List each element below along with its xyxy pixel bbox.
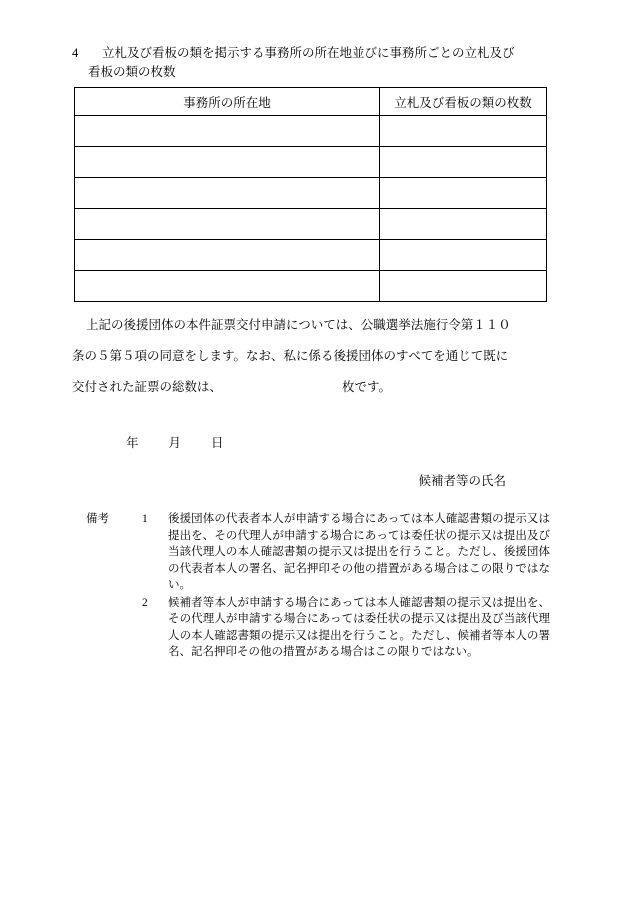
- notes-row: [86, 511, 550, 662]
- table-cell-count[interactable]: [380, 209, 547, 240]
- note-item: [142, 595, 550, 661]
- table-cell-location[interactable]: [75, 271, 380, 302]
- table-cell-count[interactable]: [380, 271, 547, 302]
- table-row: [75, 116, 547, 147]
- section-heading: [72, 44, 550, 82]
- consent-line-3-suffix: 枚です。: [342, 380, 392, 394]
- note-number: 1: [142, 513, 148, 525]
- notes-items: [142, 511, 550, 662]
- table-cell-location[interactable]: [75, 147, 380, 178]
- notes-section: [72, 511, 550, 662]
- table-cell-count[interactable]: [380, 240, 547, 271]
- table-cell-location[interactable]: [75, 116, 380, 147]
- table-row: [75, 240, 547, 271]
- document-content: [72, 44, 550, 662]
- table-cell-location[interactable]: [75, 209, 380, 240]
- section-title-line2: 看板の類の枚数: [88, 65, 176, 79]
- table-cell-count[interactable]: [380, 116, 547, 147]
- date-line: [72, 433, 550, 451]
- offices-table: [74, 87, 547, 302]
- table-cell-count[interactable]: [380, 178, 547, 209]
- table-row: [75, 271, 547, 302]
- section-number: 4: [72, 46, 79, 60]
- note-text: 候補者等本人が申請する場合にあっては本人確認書類の提示又は提出を、その代理人が申請する場合にあっては委任状の提示又は提出及び当該代理人の本人確認書類の提示又は提出を行うこと。ただし、候補者等本人の署名、記名押印その他の措置がある場合はこの限りではない。: [168, 596, 550, 658]
- table-header-location: 事務所の所在地: [75, 88, 380, 116]
- table-row: [75, 147, 547, 178]
- consent-line-1: 上記の後援団体の本件証票交付申請については、公職選挙法施行令第１１０: [86, 318, 511, 332]
- table-cell-location[interactable]: [75, 240, 380, 271]
- section-title-line1: 立札及び看板の類を掲示する事務所の所在地並びに事務所ごとの立札及び: [102, 46, 515, 60]
- date-year-label: 年: [126, 436, 139, 450]
- consent-line-2: 条の５第５項の同意をします。なお、私に係る後援団体のすべてを通じて既に: [72, 349, 509, 363]
- table-cell-location[interactable]: [75, 178, 380, 209]
- notes-label: 備考: [86, 513, 109, 525]
- date-day-label: 日: [211, 436, 224, 450]
- date-month-label: 月: [168, 436, 182, 450]
- table-cell-count[interactable]: [380, 147, 547, 178]
- note-text: 後援団体の代表者本人が申請する場合にあっては本人確認書類の提示又は提出を、その代理人が申請する場合にあっては委任状の提示又は提出及び当該代理人の本人確認書類の提示又は提出を行うこと。ただし、後援団体の代表者本人の署名、記名押印その他の措置がある場合はこの限りではない。: [168, 513, 550, 591]
- signature-label: 候補者等の氏名: [418, 474, 506, 488]
- note-number: 2: [142, 596, 148, 609]
- table-header-count: 立札及び看板の類の枚数: [380, 88, 547, 116]
- consent-line-3: [72, 372, 550, 403]
- table-header-row: [75, 88, 547, 116]
- note-item: [142, 511, 550, 594]
- table-row: [75, 209, 547, 240]
- consent-line-3-prefix: 交付された証票の総数は、: [72, 380, 223, 394]
- signature-line: [72, 471, 550, 489]
- consent-paragraph: [72, 310, 550, 403]
- table-row: [75, 178, 547, 209]
